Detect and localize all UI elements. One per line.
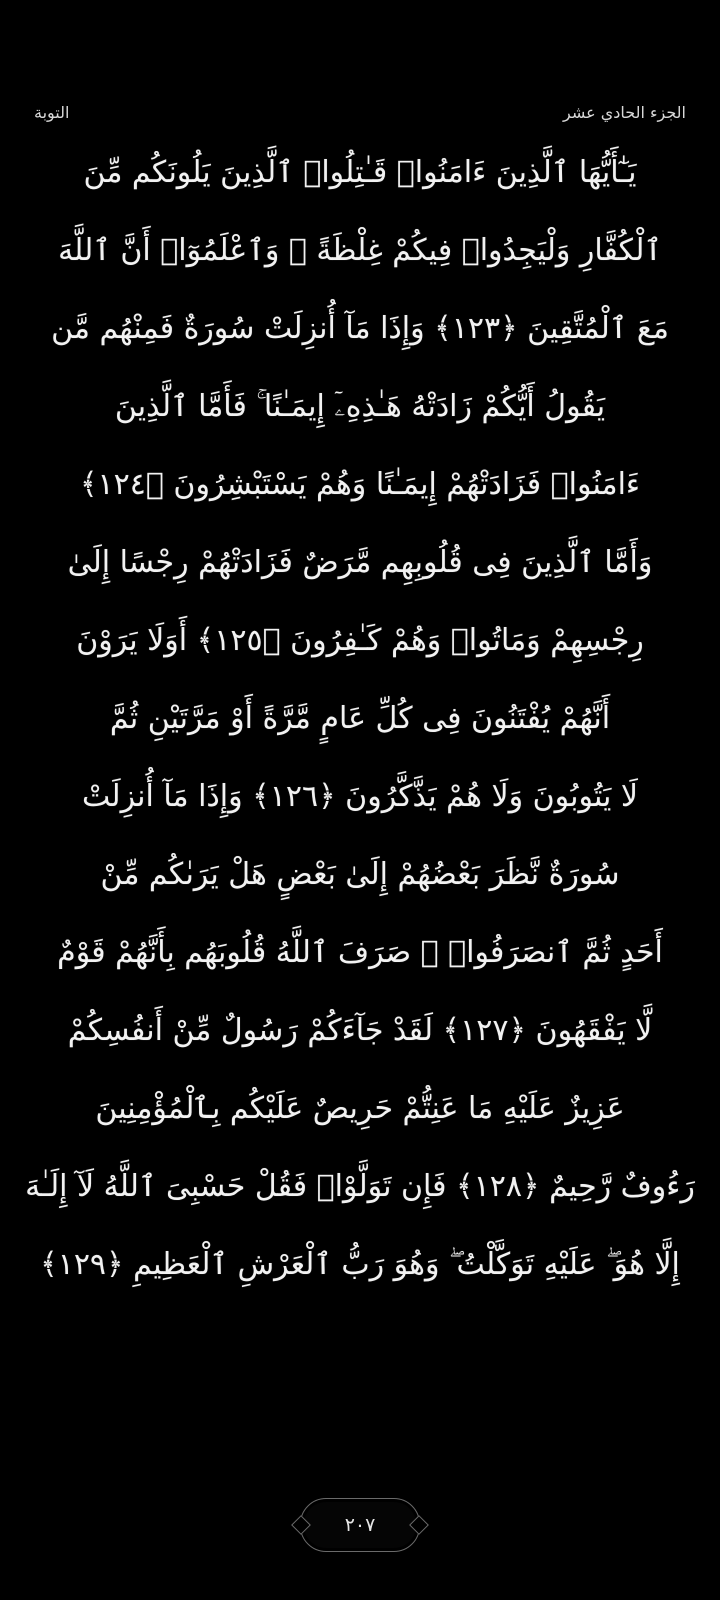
quran-line[interactable] [10,446,710,524]
quran-line[interactable] [10,134,710,212]
quran-line[interactable] [10,212,710,290]
quran-line[interactable] [10,290,710,368]
quran-line-text: إِلَّا هُوَ ۖ عَلَيْهِ تَوَكَّلْتُ ۖ وَهُوَ رَبُّ ٱلْعَرْشِ ٱلْعَظِيمِ ﴿١٢٩﴾ [40,1247,680,1282]
page-header [0,0,720,128]
quran-line[interactable] [10,680,710,758]
quran-line-text: سُورَةٌ نَّظَرَ بَعْضُهُمْ إِلَىٰ بَعْضٍ هَلْ يَرَىٰكُم مِّنْ [100,857,620,892]
quran-line-text: لَّا يَفْقَهُونَ ﴿١٢٧﴾ لَقَدْ جَآءَكُمْ رَسُولٌ مِّنْ أَنفُسِكُمْ [67,1013,653,1048]
quran-line[interactable] [10,524,710,602]
quran-line[interactable] [10,992,710,1070]
quran-line-text: ءَامَنُوا۟ فَزَادَتْهُمْ إِيمَـٰنًا وَهُمْ يَسْتَبْشِرُونَ ﴿١٢٤﴾ [79,467,641,502]
quran-line[interactable] [10,836,710,914]
page-footer [0,1450,720,1600]
quran-line[interactable] [10,368,710,446]
quran-line-text: أَنَّهُمْ يُفْتَنُونَ فِى كُلِّ عَامٍ مَّرَّةً أَوْ مَرَّتَيْنِ ثُمَّ [109,701,611,736]
quran-line[interactable] [10,1226,710,1304]
surah-name-label: التوبة [34,102,70,122]
quran-line-text: أَحَدٍ ثُمَّ ٱنصَرَفُوا۟ ۚ صَرَفَ ٱللَّهُ قُلُوبَهُم بِأَنَّهُمْ قَوْمٌ [57,935,663,970]
quran-line[interactable] [10,1070,710,1148]
quran-line-text: رَءُوفٌ رَّحِيمٌ ﴿١٢٨﴾ فَإِن تَوَلَّوْا۟ فَقُلْ حَسْبِىَ ٱللَّهُ لَآ إِلَـٰهَ [25,1169,695,1204]
quran-line-text: لَا يَتُوبُونَ وَلَا هُمْ يَذَّكَّرُونَ ﴿١٢٦﴾ وَإِذَا مَآ أُنزِلَتْ [81,779,639,814]
quran-line-text: عَزِيزٌ عَلَيْهِ مَا عَنِتُّمْ حَرِيصٌ عَلَيْكُم بِٱلْمُؤْمِنِينَ [95,1091,625,1126]
quran-line-text: يَقُولُ أَيُّكُمْ زَادَتْهُ هَـٰذِهِۦٓ إِيمَـٰنًا ۚ فَأَمَّا ٱلَّذِينَ [114,389,606,424]
quran-line[interactable] [10,602,710,680]
page-number-text: ٢٠٧ [344,1514,376,1536]
quran-line[interactable] [10,1148,710,1226]
juz-label: الجزء الحادي عشر [563,102,686,122]
quran-line-text: مَعَ ٱلْمُتَّقِينَ ﴿١٢٣﴾ وَإِذَا مَآ أُنزِلَتْ سُورَةٌ فَمِنْهُم مَّن [51,311,669,346]
quran-line[interactable] [10,914,710,992]
quran-line-text: يَـٰٓأَيُّهَا ٱلَّذِينَ ءَامَنُوا۟ قَـٰتِلُوا۟ ٱلَّذِينَ يَلُونَكُم مِّنَ [83,155,637,190]
quran-line-text: وَأَمَّا ٱلَّذِينَ فِى قُلُوبِهِم مَّرَضٌ فَزَادَتْهُمْ رِجْسًا إِلَىٰ [67,545,653,580]
quran-line[interactable] [10,758,710,836]
quran-text-body [0,128,720,1450]
page-number-badge [300,1498,420,1552]
quran-line-text: رِجْسِهِمْ وَمَاتُوا۟ وَهُمْ كَـٰفِرُونَ ﴿١٢٥﴾ أَوَلَا يَرَوْنَ [76,623,644,658]
quran-line-text: ٱلْكُفَّارِ وَلْيَجِدُوا۟ فِيكُمْ غِلْظَةً ۚ وَٱعْلَمُوٓا۟ أَنَّ ٱللَّهَ [58,233,662,268]
